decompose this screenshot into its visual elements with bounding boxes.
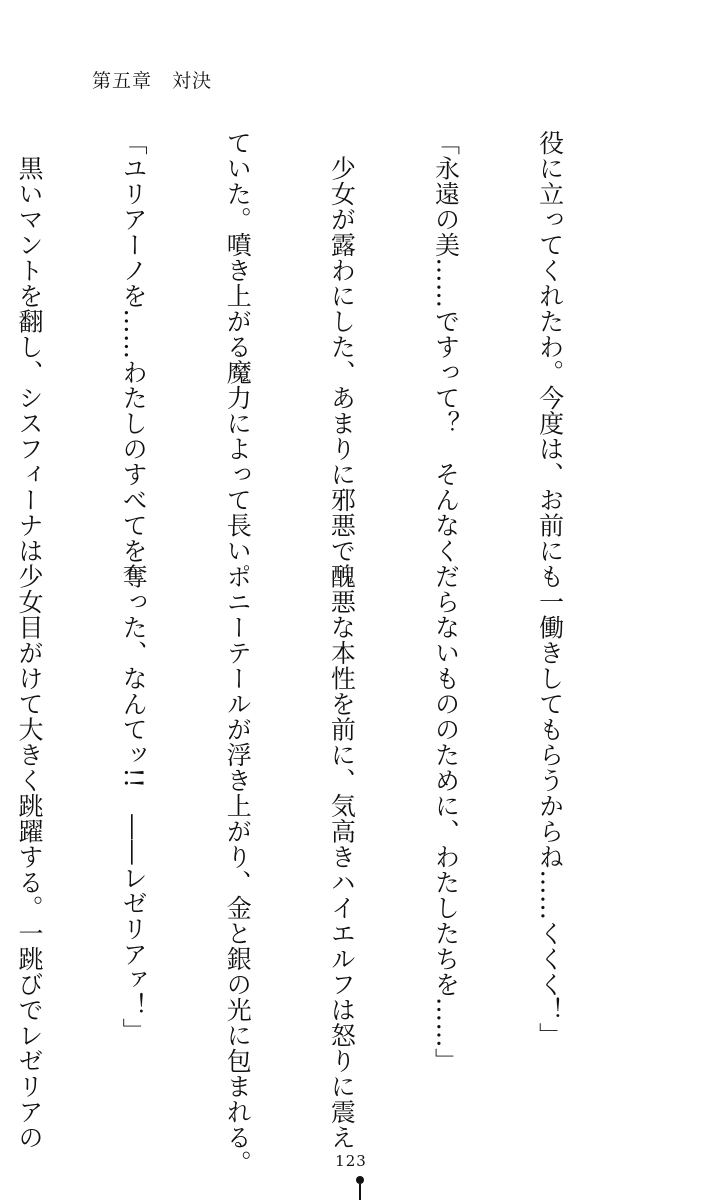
page-marker-dot — [356, 1176, 364, 1184]
page-number: 123 — [335, 1152, 367, 1170]
text-line-5: 「ユリアーノを……わたしのすべてを奪った、なんてッ!! ――レゼリアァ！」 — [119, 130, 149, 1044]
text-line-2: 「永遠の美……ですって？ そんなくだらないもののために、わたしたちを……」 — [431, 130, 461, 1074]
page-marker-rule — [359, 1184, 361, 1200]
text-line-4: ていた。噴き上がる魔力によって長いポニーテールが浮き上がり、金と銀の光に包まれる。 — [223, 130, 253, 1176]
text-line-1: 役に立ってくれたわ。今度は、お前にも一働きしてもらうからね……くくく！」 — [535, 130, 565, 1048]
chapter-header: 第五章 対決 — [92, 70, 213, 92]
text-line-3: 少女が露わにした、あまりに邪悪で醜悪な本性を前に、気高きハイエルフは怒りに震え — [327, 130, 357, 1150]
text-line-6: 黒いマントを翻し、シスフィーナは少女目がけて大きく跳躍する。一跳びでレゼリアの — [15, 130, 45, 1150]
